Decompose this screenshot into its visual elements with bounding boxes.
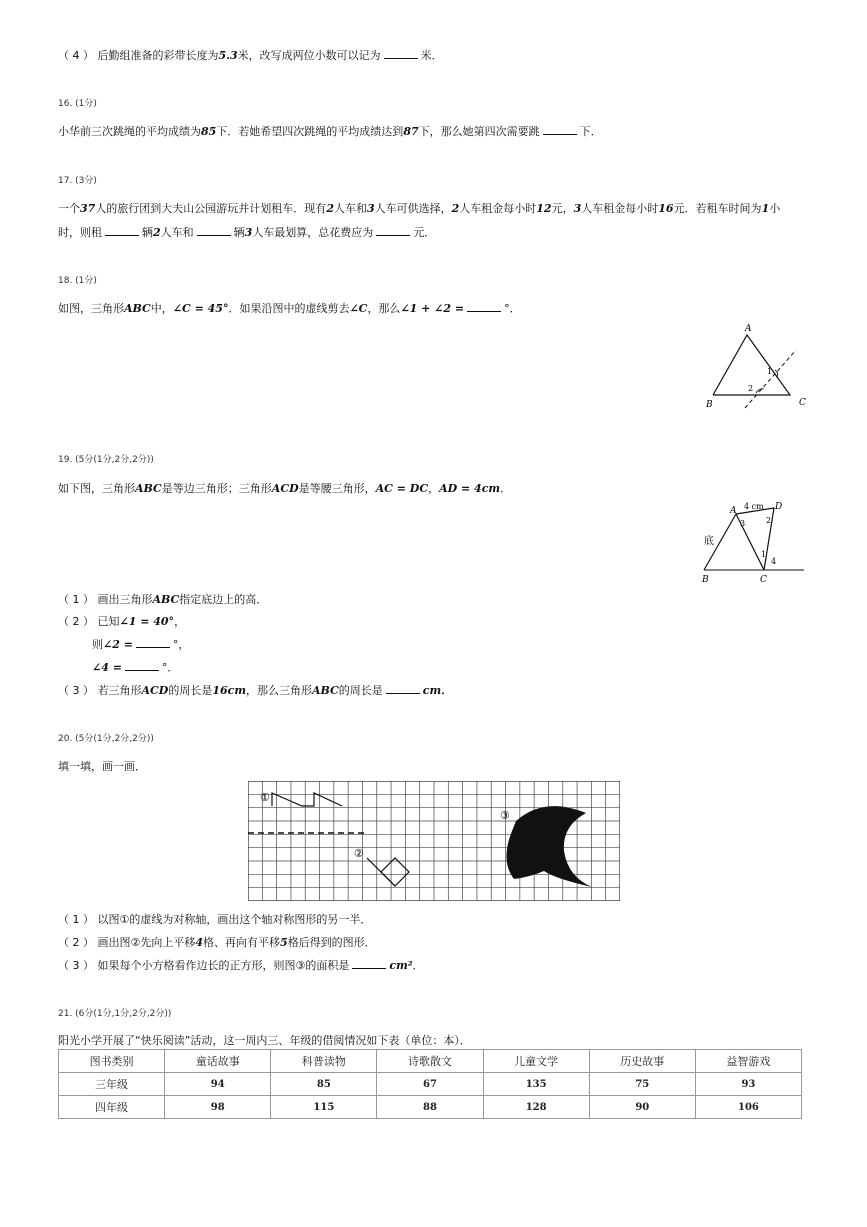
value: 3 — [573, 202, 582, 215]
label-a: A — [745, 324, 752, 334]
value: 12 — [536, 202, 552, 215]
answer-blank[interactable] — [384, 48, 418, 59]
value: 37 — [80, 202, 96, 215]
math: ∠2 = — [103, 638, 133, 651]
table-cell: 67 — [377, 1073, 483, 1096]
value: 3 — [244, 226, 253, 239]
header-cell: 诗歌散文 — [377, 1050, 483, 1073]
text: 小华前三次跳绳的平均成绩为 — [58, 125, 201, 138]
label-d: D — [775, 502, 783, 512]
q16-text — [58, 123, 602, 139]
text: 以图①的虚线为对称轴，画出这个轴对称图形的另一半． — [97, 913, 372, 926]
answer-blank[interactable] — [352, 958, 386, 969]
text: 如下图，三角形 — [58, 482, 135, 495]
value: 4 — [195, 936, 204, 949]
table-header-row — [59, 1050, 802, 1073]
text: 格后得到的图形． — [287, 936, 376, 949]
text: 的周长是 — [338, 684, 383, 697]
header-cell: 科普读物 — [271, 1050, 377, 1073]
q19-sub2-angle2 — [92, 636, 189, 652]
marker-1: ① — [260, 791, 270, 804]
text: 小 — [769, 202, 781, 215]
table-cell: 75 — [589, 1073, 695, 1096]
text: 元．若租车时间为 — [673, 202, 762, 215]
q21-intro: 阳光小学开展了“快乐阅读”活动，这一周内三、年级的借阅情况如下表（单位：本）． — [58, 1034, 471, 1047]
label-base: 底 — [704, 536, 714, 547]
text: 时，则租 — [58, 226, 102, 239]
figure-1-half — [272, 793, 342, 806]
label-a: A — [730, 506, 737, 516]
label-b: B — [706, 400, 713, 410]
table-cell: 94 — [165, 1073, 271, 1096]
label-3: 3 — [740, 519, 746, 528]
q19-sub2-angle4 — [92, 659, 178, 675]
borrowing-table — [58, 1049, 802, 1119]
answer-blank[interactable] — [125, 660, 159, 671]
text: 是等腰三角形， — [298, 482, 376, 495]
answer-blank[interactable] — [136, 637, 170, 648]
table-cell: 88 — [377, 1096, 483, 1119]
table-cell: 93 — [695, 1073, 801, 1096]
math: ∠C = 45° — [172, 302, 229, 315]
value: 16cm — [212, 684, 246, 697]
text: ． — [412, 959, 424, 972]
question-header-17: 17. (3分) — [58, 176, 97, 186]
text: 下，那么她第四次需要跳 — [418, 125, 540, 138]
text: ， — [174, 615, 186, 628]
math: ∠4 = — [92, 661, 122, 674]
math: ∠1 = 40° — [119, 615, 175, 628]
label-1: 1 — [767, 367, 773, 376]
marker-3: ③ — [500, 809, 510, 822]
text: 则 — [92, 638, 103, 651]
unit: cm． — [422, 684, 453, 697]
table-row — [59, 1096, 802, 1119]
question-header-18: 18. (1分) — [58, 276, 97, 286]
question-header-16: 16. (1分) — [58, 99, 97, 109]
value: 2 — [153, 226, 161, 239]
figure-3-shape — [506, 806, 592, 887]
math: ∠1 + ∠2 = — [400, 302, 465, 315]
text: 辆 — [142, 226, 153, 239]
math: ACD — [271, 482, 299, 495]
row-label: 三年级 — [59, 1073, 165, 1096]
q19-triangle-figure — [700, 498, 810, 586]
text: °， — [172, 638, 190, 651]
item-number: （ 2 ） — [58, 615, 94, 628]
value: 3 — [366, 202, 375, 215]
math: AC = DC — [375, 482, 429, 495]
text: 人车和 — [333, 202, 367, 215]
table-row — [59, 1073, 802, 1096]
q18-text — [58, 300, 521, 316]
text: ，那么三角形 — [246, 684, 312, 697]
value: 2 — [326, 202, 334, 215]
text: 元， — [551, 202, 574, 215]
math: ABC — [312, 684, 339, 697]
item-number: （ 3 ） — [58, 684, 94, 697]
q19-sub3 — [58, 682, 452, 698]
text: 人车租金每小时 — [581, 202, 659, 215]
text: 指定底边上的高． — [179, 593, 268, 606]
math: ABC — [152, 593, 180, 606]
math: ABC — [124, 302, 151, 315]
q20-sub2 — [58, 934, 376, 950]
label-2: 2 — [748, 384, 754, 393]
text: 人的旅行团到大夫山公园游玩并计划租车．现有 — [95, 202, 327, 215]
answer-blank[interactable] — [467, 301, 501, 312]
text: 画出三角形 — [97, 593, 153, 606]
text: °． — [504, 302, 521, 315]
answer-blank[interactable] — [376, 225, 410, 236]
text: ， — [428, 482, 440, 495]
answer-blank[interactable] — [386, 683, 420, 694]
q17-line1 — [58, 200, 780, 216]
header-cell: 图书类别 — [59, 1050, 165, 1073]
math: ACD — [141, 684, 169, 697]
text: 人车最划算，总花费应为 — [252, 226, 374, 239]
text: 人车可供选择， — [374, 202, 452, 215]
text: 的周长是 — [168, 684, 213, 697]
question-header-21: 21. (6分(1分,1分,2分,2分)) — [58, 1009, 172, 1019]
question-header-19: 19. (5分(1分,2分,2分)) — [58, 455, 154, 465]
q19-sub1 — [58, 591, 267, 607]
item-number: （ 3 ） — [58, 959, 94, 972]
label-4: 4 — [771, 557, 777, 566]
table-cell: 135 — [483, 1073, 589, 1096]
header-cell: 益智游戏 — [695, 1050, 801, 1073]
text: 格、再向有平移 — [203, 936, 281, 949]
text: 已知 — [97, 615, 120, 628]
label-c: C — [760, 575, 767, 585]
value: 87 — [403, 125, 419, 138]
item-number: （ 2 ） — [58, 936, 94, 949]
text: 米，改写成两位小数可以记为 — [237, 49, 381, 62]
text: 画出图②先向上平移 — [97, 936, 196, 949]
table-cell: 98 — [165, 1096, 271, 1119]
unit: 下． — [579, 125, 602, 138]
value: 2 — [451, 202, 460, 215]
item-number: （ 1 ） — [58, 913, 94, 926]
q20-sub1 — [58, 911, 371, 927]
text: ．如果沿图中的虚线剪去 — [228, 302, 350, 315]
math: ∠C — [349, 302, 368, 315]
text: 元． — [413, 226, 436, 239]
header-cell: 历史故事 — [589, 1050, 695, 1073]
text: 如果每个小方格看作边长的正方形，则图③的面积是 — [97, 959, 350, 972]
figure-2-diamond — [381, 858, 409, 886]
value: 5 — [280, 936, 288, 949]
question-header-20: 20. (5分(1分,2分,2分)) — [58, 734, 154, 744]
text: 是等边三角形；三角形 — [161, 482, 272, 495]
text: 辆 — [233, 226, 245, 239]
answer-blank[interactable] — [197, 225, 231, 236]
text: 后勤组准备的彩带长度为 — [97, 49, 219, 62]
table-cell: 85 — [271, 1073, 377, 1096]
q20-grid-figure — [248, 781, 620, 901]
text: ，那么 — [367, 302, 401, 315]
item-number: （ 1 ） — [58, 593, 94, 606]
text: 如图，三角形 — [58, 302, 124, 315]
answer-blank[interactable] — [543, 124, 577, 135]
table-cell: 115 — [271, 1096, 377, 1119]
text: ． — [500, 482, 512, 495]
value: 5.3 — [218, 49, 238, 62]
text: 人车和 — [160, 226, 194, 239]
q20-sub3 — [58, 957, 424, 973]
q17-line2 — [58, 224, 435, 240]
text: °． — [161, 661, 179, 674]
q20-intro: 填一填，画一画． — [58, 760, 146, 773]
table-cell: 106 — [695, 1096, 801, 1119]
unit: cm² — [389, 959, 413, 972]
text: 一个 — [58, 202, 80, 215]
q18-triangle-figure — [700, 320, 810, 412]
answer-blank[interactable] — [105, 225, 139, 236]
label-1: 1 — [761, 550, 767, 559]
q19-text — [58, 480, 511, 496]
text: 人车租金每小时 — [459, 202, 537, 215]
q15-item-4 — [58, 47, 443, 63]
label-b: B — [702, 575, 709, 585]
cut-line — [745, 350, 796, 408]
text: 若三角形 — [97, 684, 142, 697]
math: AD = 4cm — [439, 482, 501, 495]
row-label: 四年级 — [59, 1096, 165, 1119]
text: 下．若她希望四次跳绳的平均成绩达到 — [216, 125, 404, 138]
math: ABC — [135, 482, 162, 495]
header-cell: 童话故事 — [165, 1050, 271, 1073]
table-cell: 90 — [589, 1096, 695, 1119]
value: 85 — [201, 125, 217, 138]
q19-sub2 — [58, 613, 185, 629]
value: 16 — [658, 202, 674, 215]
table-cell: 128 — [483, 1096, 589, 1119]
label-2: 2 — [766, 516, 772, 525]
text: 中， — [150, 302, 173, 315]
value: 1 — [761, 202, 770, 215]
marker-2: ② — [354, 847, 364, 860]
unit: 米． — [420, 49, 443, 62]
label-length: 4 cm — [744, 502, 764, 511]
item-number: （ 4 ） — [58, 49, 94, 62]
header-cell: 儿童文学 — [483, 1050, 589, 1073]
label-c: C — [799, 398, 806, 408]
